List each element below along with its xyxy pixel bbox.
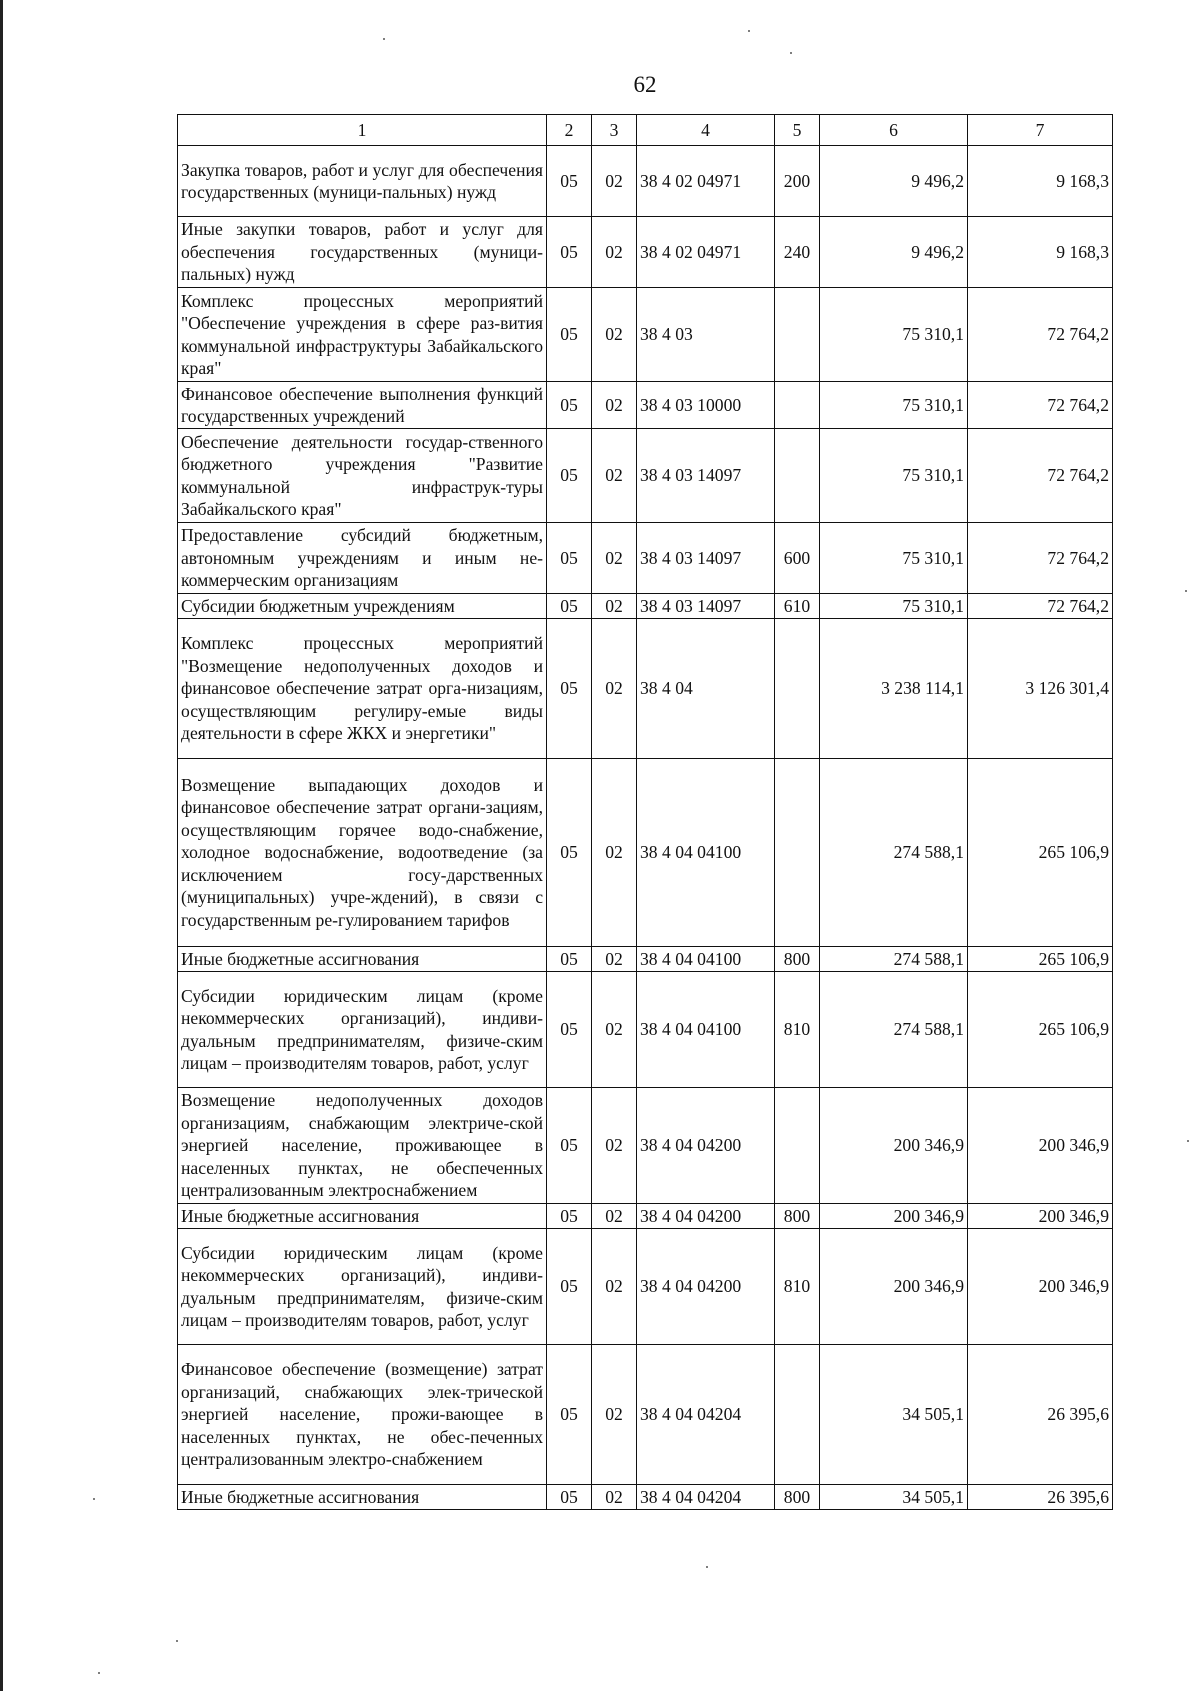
subsection-cell: 02 [592,947,637,972]
scan-speck [748,30,750,32]
table-row [178,1229,1113,1345]
target-article-cell: 38 4 04 04100 [637,947,775,972]
target-article-cell: 38 4 04 04100 [637,759,775,947]
amount-cell: 26 395,6 [968,1345,1113,1485]
amount-cell: 9 168,3 [968,146,1113,217]
row-name-cell: Иные бюджетные ассигнования [178,1204,547,1229]
header-row [178,115,1113,146]
amount-cell: 265 106,9 [968,947,1113,972]
expense-type-cell [775,1345,820,1485]
expense-type-cell [775,619,820,759]
section-cell: 05 [547,947,592,972]
section-cell: 05 [547,1229,592,1345]
subsection-cell: 02 [592,217,637,288]
row-name-cell: Субсидии юридическим лицам (кроме некоммерческих организаций), индиви-дуальным предпринимателям, физиче-ским лицам – производителям товаров, работ, услуг [178,1229,547,1345]
amount-cell: 200 346,9 [820,1229,968,1345]
section-cell: 05 [547,217,592,288]
row-name-cell: Иные закупки товаров, работ и услуг для обеспечения государственных (муници-пальных) нужд [178,217,547,288]
table-row [178,146,1113,217]
target-article-cell: 38 4 04 04200 [637,1204,775,1229]
column-header: 7 [968,115,1113,146]
subsection-cell: 02 [592,382,637,429]
expense-type-cell: 800 [775,1485,820,1510]
target-article-cell: 38 4 03 [637,288,775,382]
amount-cell: 200 346,9 [968,1088,1113,1204]
amount-cell: 265 106,9 [968,759,1113,947]
amount-cell: 34 505,1 [820,1345,968,1485]
section-cell: 05 [547,759,592,947]
subsection-cell: 02 [592,146,637,217]
amount-cell: 200 346,9 [820,1204,968,1229]
table-row [178,759,1113,947]
target-article-cell: 38 4 02 04971 [637,217,775,288]
target-article-cell: 38 4 04 04200 [637,1088,775,1204]
table-row [178,1088,1113,1204]
row-name-cell: Обеспечение деятельности государ-ственного бюджетного учреждения "Развитие коммунальной инфраструк-туры Забайкальского края" [178,429,547,523]
row-name-cell: Закупка товаров, работ и услуг для обеспечения государственных (муници-пальных) нужд [178,146,547,217]
amount-cell: 34 505,1 [820,1485,968,1510]
row-name-cell: Возмещение выпадающих доходов и финансовое обеспечение затрат органи-зациям, осуществляющим горячее водо-снабжение, холодное водоснабжение, водоотведение (за исключением госу-дарственных (муниципальных) учре-ждений), в связи с государственным ре-гулированием тарифов [178,759,547,947]
row-name-cell: Иные бюджетные ассигнования [178,947,547,972]
table-row [178,1345,1113,1485]
target-article-cell: 38 4 03 14097 [637,594,775,619]
amount-cell: 72 764,2 [968,429,1113,523]
subsection-cell: 02 [592,1485,637,1510]
expense-type-cell [775,382,820,429]
table-row [178,1485,1113,1510]
scan-speck [1185,590,1187,592]
column-header: 4 [637,115,775,146]
subsection-cell: 02 [592,594,637,619]
row-name-cell: Комплекс процессных мероприятий "Возмещение недополученных доходов и финансовое обеспечение затрат орга-низациям, осуществляющим регулиру-емые виды деятельности в сфере ЖКХ и энергетики" [178,619,547,759]
expense-type-cell: 810 [775,1229,820,1345]
subsection-cell: 02 [592,1229,637,1345]
table-row [178,619,1113,759]
amount-cell: 75 310,1 [820,523,968,594]
amount-cell: 75 310,1 [820,288,968,382]
scan-speck [176,1640,178,1642]
table-row [178,288,1113,382]
expense-type-cell: 200 [775,146,820,217]
amount-cell: 200 346,9 [820,1088,968,1204]
row-name-cell: Комплекс процессных мероприятий "Обеспечение учреждения в сфере раз-вития коммунальной инфраструктуры Забайкальского края" [178,288,547,382]
section-cell: 05 [547,594,592,619]
target-article-cell: 38 4 03 14097 [637,523,775,594]
subsection-cell: 02 [592,759,637,947]
page-number: 62 [633,72,657,97]
table-row [178,382,1113,429]
scan-speck [93,1498,95,1500]
amount-cell: 265 106,9 [968,972,1113,1088]
amount-cell: 274 588,1 [820,947,968,972]
amount-cell: 9 496,2 [820,217,968,288]
target-article-cell: 38 4 04 04200 [637,1229,775,1345]
column-header: 1 [178,115,547,146]
table-row [178,1204,1113,1229]
amount-cell: 200 346,9 [968,1204,1113,1229]
amount-cell: 200 346,9 [968,1229,1113,1345]
table-row [178,217,1113,288]
table-row [178,947,1113,972]
target-article-cell: 38 4 02 04971 [637,146,775,217]
amount-cell: 75 310,1 [820,594,968,619]
target-article-cell: 38 4 04 04204 [637,1485,775,1510]
column-header: 3 [592,115,637,146]
row-name-cell: Финансовое обеспечение выполнения функций государственных учреждений [178,382,547,429]
expense-type-cell: 600 [775,523,820,594]
amount-cell: 75 310,1 [820,429,968,523]
amount-cell: 75 310,1 [820,382,968,429]
table-row [178,429,1113,523]
subsection-cell: 02 [592,1345,637,1485]
section-cell: 05 [547,146,592,217]
row-name-cell: Возмещение недополученных доходов организациям, снабжающим электриче-ской энергией население, проживающее в населенных пунктах, не обеспеченных централизованным электроснабжением [178,1088,547,1204]
amount-cell: 72 764,2 [968,523,1113,594]
expense-type-cell: 810 [775,972,820,1088]
column-header: 2 [547,115,592,146]
amount-cell: 274 588,1 [820,759,968,947]
subsection-cell: 02 [592,1204,637,1229]
scan-speck [98,1672,100,1674]
target-article-cell: 38 4 04 04204 [637,1345,775,1485]
expense-type-cell [775,759,820,947]
amount-cell: 9 496,2 [820,146,968,217]
table-row [178,594,1113,619]
amount-cell: 26 395,6 [968,1485,1113,1510]
section-cell: 05 [547,972,592,1088]
section-cell: 05 [547,1088,592,1204]
section-cell: 05 [547,429,592,523]
subsection-cell: 02 [592,972,637,1088]
amount-cell: 3 126 301,4 [968,619,1113,759]
row-name-cell: Иные бюджетные ассигнования [178,1485,547,1510]
row-name-cell: Финансовое обеспечение (возмещение) затрат организаций, снабжающих элек-трической энергией население, прожи-вающее в населенных пунктах, не обес-печенных централизованным электро-снабжением [178,1345,547,1485]
section-cell: 05 [547,1345,592,1485]
budget-table [177,114,1113,1510]
target-article-cell: 38 4 04 04100 [637,972,775,1088]
expense-type-cell: 240 [775,217,820,288]
subsection-cell: 02 [592,429,637,523]
target-article-cell: 38 4 03 14097 [637,429,775,523]
expense-type-cell [775,288,820,382]
section-cell: 05 [547,523,592,594]
table-row [178,972,1113,1088]
amount-cell: 72 764,2 [968,382,1113,429]
column-header: 5 [775,115,820,146]
column-header: 6 [820,115,968,146]
scan-speck [790,52,792,54]
amount-cell: 72 764,2 [968,288,1113,382]
expense-type-cell: 800 [775,947,820,972]
table-row [178,523,1113,594]
target-article-cell: 38 4 03 10000 [637,382,775,429]
row-name-cell: Субсидии юридическим лицам (кроме некоммерческих организаций), индиви-дуальным предпринимателям, физиче-ским лицам – производителям товаров, работ, услуг [178,972,547,1088]
scan-speck [383,38,385,40]
subsection-cell: 02 [592,288,637,382]
scan-edge [0,0,3,1691]
row-name-cell: Субсидии бюджетным учреждениям [178,594,547,619]
subsection-cell: 02 [592,1088,637,1204]
subsection-cell: 02 [592,523,637,594]
scan-speck [1187,1140,1189,1142]
section-cell: 05 [547,1485,592,1510]
section-cell: 05 [547,619,592,759]
expense-type-cell [775,1088,820,1204]
amount-cell: 9 168,3 [968,217,1113,288]
target-article-cell: 38 4 04 [637,619,775,759]
amount-cell: 3 238 114,1 [820,619,968,759]
expense-type-cell: 800 [775,1204,820,1229]
section-cell: 05 [547,288,592,382]
scan-speck [706,1566,708,1568]
expense-type-cell [775,429,820,523]
expense-type-cell: 610 [775,594,820,619]
section-cell: 05 [547,382,592,429]
amount-cell: 274 588,1 [820,972,968,1088]
subsection-cell: 02 [592,619,637,759]
row-name-cell: Предоставление субсидий бюджетным, автономным учреждениям и иным не-коммерческим организациям [178,523,547,594]
amount-cell: 72 764,2 [968,594,1113,619]
section-cell: 05 [547,1204,592,1229]
